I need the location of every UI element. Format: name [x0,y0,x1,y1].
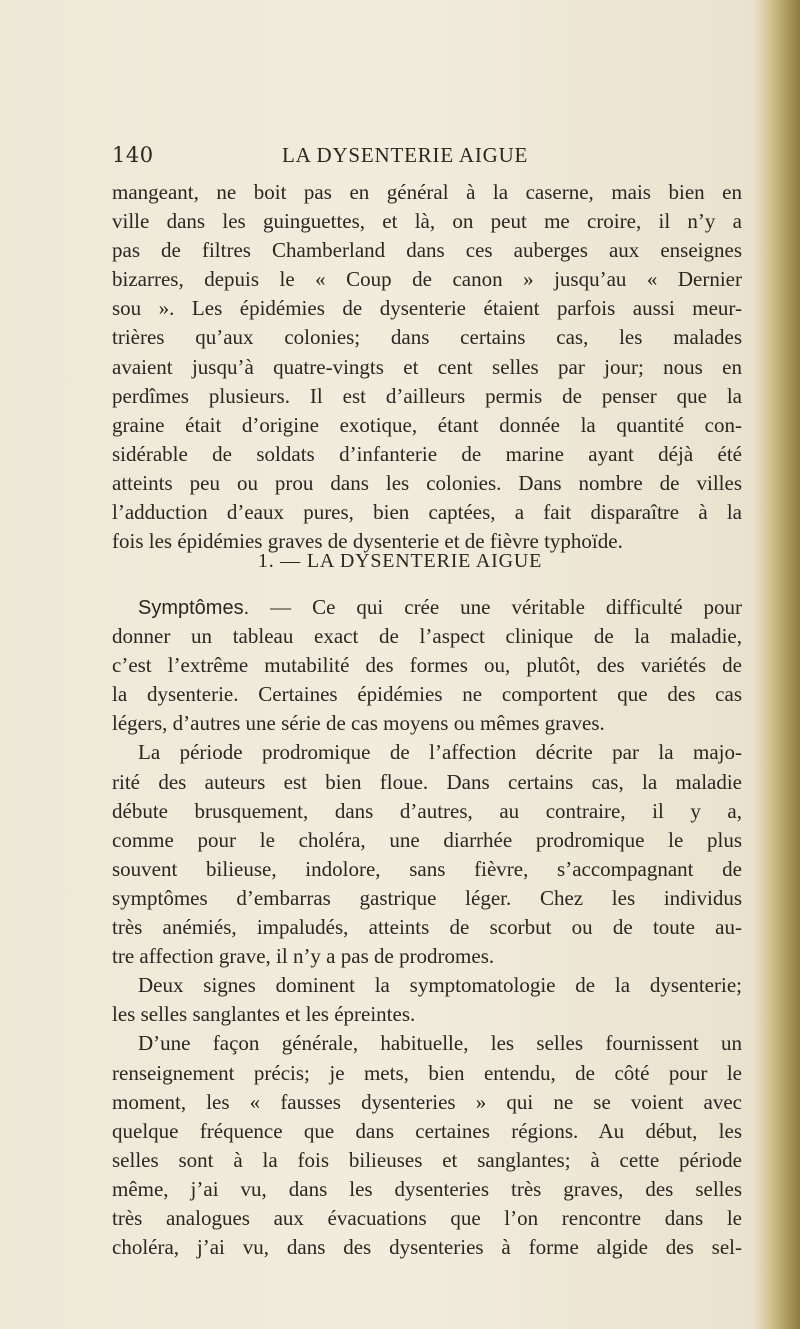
run-in-heading: Symptômes. [138,597,250,619]
text-line: D’une façon générale, habituelle, les selles fournissent un [138,1031,742,1056]
text-line: légers, d’autres une série de cas moyens ou mêmes graves. [112,711,605,736]
page-number: 140 [112,143,154,167]
text-line: débute brusquement, dans d’autres, au contraire, il y a, [112,798,742,823]
text-line: bizarres, depuis le « Coup de canon » jusqu’au « Dernier [112,267,742,292]
text-line: symptômes d’embarras gastrique léger. Chez les individus [112,885,742,910]
text-line: la dysenterie. Certaines épidémies ne comportent que des cas [112,682,742,707]
text-line: souvent bilieuse, indolore, sans fièvre, s’accompagnant de [112,856,742,881]
text-line: comme pour le choléra, une diarrhée prodromique le plus [112,827,742,852]
text-line: l’adduction d’eaux pures, bien captées, a fait disparaître à la [112,500,742,525]
text-line: fois les épidémies graves de dysenterie et de fièvre typhoïde. [112,529,623,554]
text-line: La période prodromique de l’affection décrite par la majo- [138,740,742,765]
text-line: selles sont à la fois bilieuses et sanglantes; à cette période [112,1147,742,1172]
text-line: très anémiés, impaludés, atteints de scorbut ou de toute au- [112,915,742,940]
text-line: pas de filtres Chamberland dans ces auberges aux enseignes [112,238,742,263]
running-title: LA DYSENTERIE AIGUE [282,143,529,167]
text-line: donner un tableau exact de l’aspect clinique de la maladie, [112,624,742,649]
text-line: c’est l’extrême mutabilité des formes ou, plutôt, des variétés de [112,653,742,678]
text-line: trières qu’aux colonies; dans certains cas, les malades [112,325,742,350]
text-line: sou ». Les épidémies de dysenterie étaient parfois aussi meur- [112,296,742,321]
text-fragment: — Ce qui crée une véritable difficulté pour [249,595,742,619]
page-header [0,143,800,173]
text-line: atteints peu ou prou dans les colonies. Dans nombre de villes [112,470,742,495]
text-line: perdîmes plusieurs. Il est d’ailleurs permis de penser que la [112,383,742,408]
text-line: avaient jusqu’à quatre-vingts et cent selles par jour; nous en [112,354,742,379]
text-line: tre affection grave, il n’y a pas de prodromes. [112,944,495,969]
text-line: mangeant, ne boit pas en général à la caserne, mais bien en [112,180,742,204]
text-line: quelque fréquence que dans certaines régions. Au début, les [112,1118,742,1143]
text-line: très analogues aux évacuations que l’on rencontre dans le [112,1205,742,1230]
paragraph-symptoms [112,593,742,1262]
text-line: les selles sanglantes et les épreintes. [112,1002,416,1027]
text-line: ville dans les guinguettes, et là, on peut me croire, il n’y a [112,209,742,234]
text-line: renseignement précis; je mets, bien entendu, de côté pour le [112,1060,742,1085]
text-line: choléra, j’ai vu, dans des dysenteries à forme algide des sel- [112,1235,742,1260]
text-line: moment, les « fausses dysenteries » qui ne se voient avec [112,1089,742,1114]
text-line: rité des auteurs est bien floue. Dans certains cas, la maladie [112,769,742,794]
paragraph-intro [112,178,742,556]
page-edge-shadow [752,0,800,1329]
text-line: graine était d’origine exotique, étant donnée la quantité con- [112,412,742,437]
text-line: sidérable de soldats d’infanterie de marine ayant déjà été [112,441,742,466]
symptoms-first-line [112,593,742,622]
text-line: même, j’ai vu, dans les dysenteries très graves, des selles [112,1176,742,1201]
section-heading: 1. — LA DYSENTERIE AIGUE [257,550,543,572]
text-line: Deux signes dominent la symptomatologie de la dysenterie; [138,973,742,998]
